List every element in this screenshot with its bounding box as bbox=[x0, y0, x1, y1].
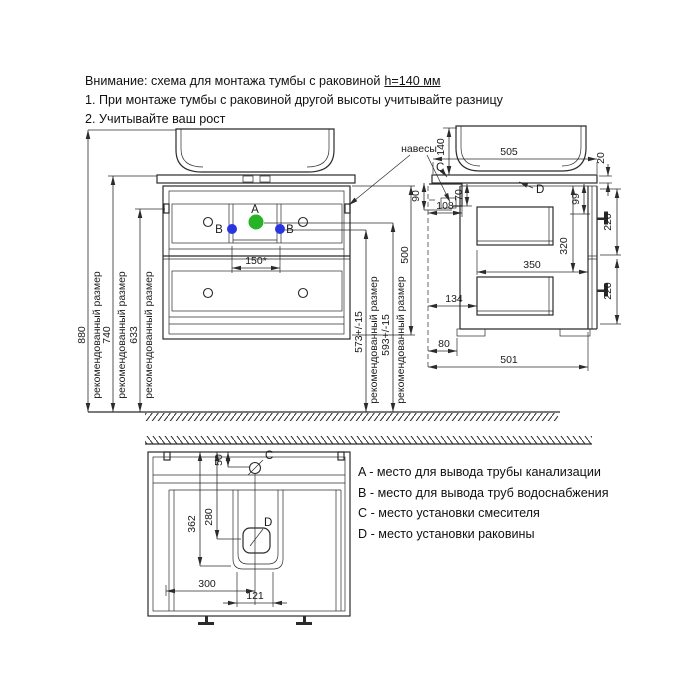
side-point-d-label: D bbox=[536, 184, 545, 196]
dim-633-note: рекомендованный размер bbox=[143, 271, 155, 399]
dim-80-label: 80 bbox=[438, 338, 450, 350]
point-b-water-marker-right bbox=[275, 224, 285, 234]
wall-line-top-view bbox=[145, 436, 592, 444]
dim-740-note: рекомендованный размер bbox=[116, 271, 128, 399]
bottom-cleat-left bbox=[457, 329, 485, 336]
dim-320-label: 320 bbox=[558, 237, 570, 255]
top-point-c-label: C bbox=[265, 450, 274, 462]
point-b-right-label: B bbox=[286, 224, 294, 236]
sink-bowl-front bbox=[176, 129, 334, 172]
front-view bbox=[157, 129, 355, 339]
dim-121-label: 121 bbox=[246, 590, 264, 602]
sink-bowl-side bbox=[456, 126, 586, 171]
dim-20-label: 20 bbox=[595, 152, 607, 164]
dim-70-label: 70 bbox=[453, 189, 465, 201]
instruction-1: 1. При монтаже тумбы с раковиной другой высоты учитывайте разницу bbox=[85, 93, 503, 107]
hanger-top-left bbox=[164, 452, 170, 460]
top-point-d-label: D bbox=[264, 517, 273, 529]
dim-740-label: 740 bbox=[101, 326, 113, 344]
drain-hole-position bbox=[243, 528, 270, 553]
dim-500-label: 500 bbox=[399, 246, 411, 264]
dim-880-label: 880 bbox=[76, 326, 88, 344]
dim-50-label: 50 bbox=[213, 454, 225, 466]
hanger-top-right bbox=[338, 452, 344, 460]
foot-left bbox=[198, 616, 214, 625]
countertop-side bbox=[432, 175, 597, 183]
legend-item-a: A - место для вывода трубы канализации bbox=[358, 465, 601, 479]
wall-hanger-right bbox=[345, 204, 350, 213]
legend-item-c: C - место установки смесителя bbox=[358, 506, 540, 521]
hangers-leader-left bbox=[349, 155, 410, 205]
dim-501-label: 501 bbox=[500, 354, 518, 366]
hangers-label: навесы bbox=[401, 143, 437, 155]
instruction-title-text: Внимание: схема для монтажа тумбы с раковиной bbox=[85, 74, 381, 88]
dim-300-label: 300 bbox=[198, 578, 216, 590]
legend-item-d: D - место установки раковины bbox=[358, 526, 535, 541]
screw-hole bbox=[204, 218, 213, 227]
wall-hanger-left bbox=[164, 204, 169, 213]
legend bbox=[358, 462, 609, 544]
dim-90-label: 90 bbox=[410, 190, 422, 202]
drawer-top-side bbox=[477, 207, 553, 245]
dim-573-note: рекомендованный размер bbox=[368, 276, 380, 404]
legend-item-b: B - место для вывода труб водоснабжения bbox=[358, 485, 609, 500]
dim-505-label: 505 bbox=[500, 146, 518, 158]
dim-593-label: 593+/-15 bbox=[380, 314, 392, 356]
dim-573-label: 573+/-15 bbox=[353, 311, 365, 353]
dim-633-label: 633 bbox=[128, 326, 140, 344]
point-b-left-label: B bbox=[215, 224, 223, 236]
dim-362-label: 362 bbox=[186, 515, 198, 533]
dim-280-label: 280 bbox=[203, 508, 215, 526]
top-view bbox=[148, 450, 350, 625]
screw-hole bbox=[299, 289, 308, 298]
instruction-2: 2. Учитывайте ваш рост bbox=[85, 112, 226, 126]
dim-99-label: 99 bbox=[570, 193, 582, 205]
wall-hatch bbox=[145, 436, 592, 444]
point-b-water-marker-left bbox=[227, 224, 237, 234]
dim-220-top-label: 220 bbox=[602, 213, 614, 231]
sink-height-note: h=140 мм bbox=[384, 74, 441, 88]
screw-hole bbox=[204, 289, 213, 298]
drawer-bottom-side bbox=[477, 277, 553, 315]
dim-593-note: рекомендованный размер bbox=[395, 276, 407, 404]
floor-line bbox=[88, 412, 560, 421]
dim-140-label: 140 bbox=[435, 138, 447, 156]
dim-350-label: 350 bbox=[523, 259, 541, 271]
dim-108-label: 108 bbox=[436, 200, 454, 212]
dim-134-label: 134 bbox=[445, 293, 463, 305]
siphon-cutout-outer bbox=[233, 490, 283, 569]
point-a-label: A bbox=[251, 204, 259, 216]
foot-right bbox=[296, 616, 312, 625]
countertop-front bbox=[157, 175, 355, 183]
floor-hatch bbox=[145, 413, 558, 421]
point-a-drain-marker bbox=[249, 215, 264, 230]
dim-150-label: 150* bbox=[245, 255, 267, 267]
dim-880-note: рекомендованный размер bbox=[91, 271, 103, 399]
dim-220-bottom-label: 220 bbox=[602, 282, 614, 300]
side-point-c-label: C bbox=[436, 162, 445, 174]
bottom-cleat-right bbox=[560, 329, 590, 336]
screw-hole bbox=[299, 218, 308, 227]
